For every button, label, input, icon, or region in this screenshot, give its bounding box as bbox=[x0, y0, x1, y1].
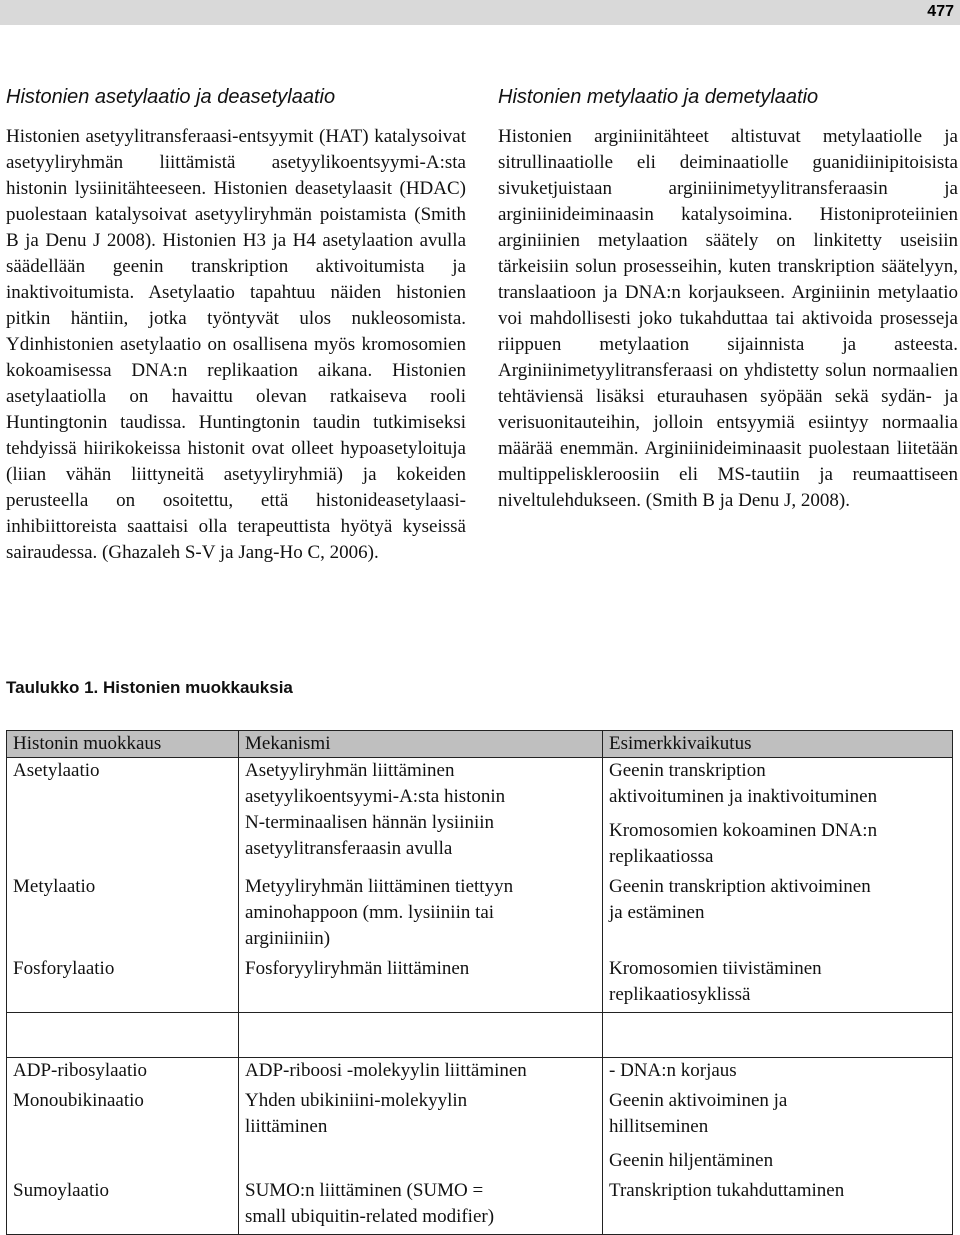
left-section-body: Histonien asetyylitransferaasi-entsyymit (HAT) katalysoivat asetyyliryhmän liittämistä asetyylikoentsyymi-A:sta histonin lysiinitähteeseen. Histonien deasetylaasit (HDAC) puolestaan katalysoivat asetyyliryhmän poistamista (Smith B ja Denu J 2008). Histonien H3 ja H4 asetylaation avulla säädellään geenin transkription aktivoitumista ja inaktivoitumista. Asetylaatio tapahtuu näiden histonien pitkin häntiin, jotka työntyvät ulos nukleosomista. Ydinhistonien asetylaatio on osallisena myös kromosomien kokoamisessa DNA:n replikaation aikana. Histonien asetylaatiolla on havaittu olevan ratkaiseva rooli Huntingtonin taudissa. Huntingtonin taudin tutkimiseksi tehdyissä hiirikokeissa histonit ovat olleet hypoasetyloituja (liian vähän liittyneitä asetyyliryhmiä) ja kokeiden perusteella on osoitettu, että histonideasetylaasi-inhibiittoreista saattaisi olla terapeuttista hyötyä kyseissä sairaudessa. (Ghazaleh S-V ja Jang-Ho C, 2006). bbox=[6, 126, 466, 563]
cell-line: Asetyyliryhmän liittäminen bbox=[245, 760, 455, 781]
table-row bbox=[7, 956, 953, 1013]
cell-mechanism bbox=[239, 956, 603, 1013]
cell-line: Yhden ubikiniini-molekyylin bbox=[245, 1090, 468, 1111]
cell-modification: ADP-ribosylaatio bbox=[7, 1058, 239, 1089]
cell-line: Geenin transkription aktivoiminen bbox=[609, 876, 871, 897]
cell-line: Fosforyyliryhmän liittäminen bbox=[245, 958, 470, 979]
header-cell-modification: Histonin muokkaus bbox=[7, 731, 239, 758]
cell-modification: Fosforylaatio bbox=[7, 956, 239, 1013]
table-row bbox=[7, 1178, 953, 1235]
table-row bbox=[7, 1088, 953, 1178]
cell-line: Kromosomien tiivistäminen bbox=[609, 958, 822, 979]
cell-mechanism bbox=[239, 1058, 603, 1089]
cell-line: ja estäminen bbox=[609, 902, 705, 923]
cell-mechanism bbox=[239, 1088, 603, 1178]
table-row bbox=[7, 758, 953, 875]
cell-line: replikaatiossa bbox=[609, 846, 714, 867]
cell-modification: Monoubikinaatio bbox=[7, 1088, 239, 1178]
spacer-cell bbox=[239, 1013, 603, 1058]
cell-line: aminohappoon (mm. lysiiniin tai bbox=[245, 902, 495, 923]
header-cell-mechanism: Mekanismi bbox=[239, 731, 603, 758]
cell-line: asetyylitransferaasin avulla bbox=[245, 838, 453, 859]
cell-effect bbox=[603, 956, 953, 1013]
cell-line: small ubiquitin-related modifier) bbox=[245, 1206, 495, 1227]
cell-effect bbox=[603, 874, 953, 956]
cell-line: Geenin hiljentäminen bbox=[609, 1150, 774, 1171]
cell-effect bbox=[603, 1058, 953, 1089]
cell-effect bbox=[603, 1178, 953, 1235]
cell-line: - DNA:n korjaus bbox=[609, 1060, 737, 1081]
cell-mechanism bbox=[239, 874, 603, 956]
cell-line: Metyyliryhmän liittäminen tiettyyn bbox=[245, 876, 514, 897]
cell-line: N-terminaalisen hännän lysiiniin bbox=[245, 812, 495, 833]
header-bar bbox=[0, 0, 960, 25]
cell-line: asetyylikoentsyymi-A:sta histonin bbox=[245, 786, 506, 807]
cell-line: ADP-riboosi -molekyylin liittäminen bbox=[245, 1060, 527, 1081]
table-row bbox=[7, 1058, 953, 1089]
cell-modification: Metylaatio bbox=[7, 874, 239, 956]
cell-line: replikaatiosyklissä bbox=[609, 984, 751, 1005]
cell-mechanism bbox=[239, 1178, 603, 1235]
cell-effect bbox=[603, 758, 953, 875]
spacer-cell bbox=[603, 1013, 953, 1058]
table-row bbox=[7, 874, 953, 956]
cell-line: Kromosomien kokoaminen DNA:n bbox=[609, 820, 878, 841]
cell-line: arginiiniin) bbox=[245, 928, 331, 949]
spacer-cell bbox=[7, 1013, 239, 1058]
modifications-table bbox=[6, 730, 953, 1235]
cell-line: SUMO:n liittäminen (SUMO = bbox=[245, 1180, 484, 1201]
left-column bbox=[6, 84, 466, 566]
cell-effect bbox=[603, 1088, 953, 1178]
right-section-body: Histonien arginiinitähteet altistuvat metylaatiolle ja sitrullinaatiolle eli deiminaatiolle guanidiinipitoisista sivuketjuistaan arginiinimetyylitransferaasin ja arginiinideiminaasin katalysoimina. Histoniproteiinien arginiinien metylaation säätely on linkitetty useisiin tärkeisiin solun prosesseihin, kuten transkription säätelyyn, translaatioon ja DNA:n korjaukseen. Arginiinin metylaatio voi mahdollisesti joko tukahduttaa tai aktivoida prosesseja riippuen metylaation sijainnista ja asteesta. Arginiinimetyylitransferaasi on yhdistetty solun normaalien tehtäviensä lisäksi eturauhasen syöpään sekä sydän- ja verisuonitauteihin, jolloin entsyymiä esiintyy normaalia määrää enemmän. Arginiinideiminaasit puolestaan liitetään multippeliskleroosiin eli MS-tautiin ja reumaattiseen niveltulehdukseen. (Smith B ja Denu J, 2008). bbox=[498, 126, 958, 511]
header-cell-effect: Esimerkkivaikutus bbox=[603, 731, 953, 758]
table-header-row bbox=[7, 731, 953, 758]
cell-line: Geenin transkription bbox=[609, 760, 766, 781]
cell-line: Transkription tukahduttaminen bbox=[609, 1180, 845, 1201]
cell-line: Geenin aktivoiminen ja bbox=[609, 1090, 788, 1111]
right-column bbox=[498, 84, 958, 514]
cell-line: hillitseminen bbox=[609, 1116, 709, 1137]
page-number: 477 bbox=[927, 3, 954, 20]
cell-modification: Sumoylaatio bbox=[7, 1178, 239, 1235]
cell-line: liittäminen bbox=[245, 1116, 328, 1137]
cell-modification: Asetylaatio bbox=[7, 758, 239, 875]
cell-mechanism bbox=[239, 758, 603, 875]
right-section-heading: Histonien metylaatio ja demetylaatio bbox=[498, 86, 819, 108]
left-section-heading: Histonien asetylaatio ja deasetylaatio bbox=[6, 86, 336, 108]
cell-line: aktivoituminen ja inaktivoituminen bbox=[609, 786, 878, 807]
table-spacer-row bbox=[7, 1013, 953, 1058]
table-title: Taulukko 1. Histonien muokkauksia bbox=[6, 678, 293, 697]
